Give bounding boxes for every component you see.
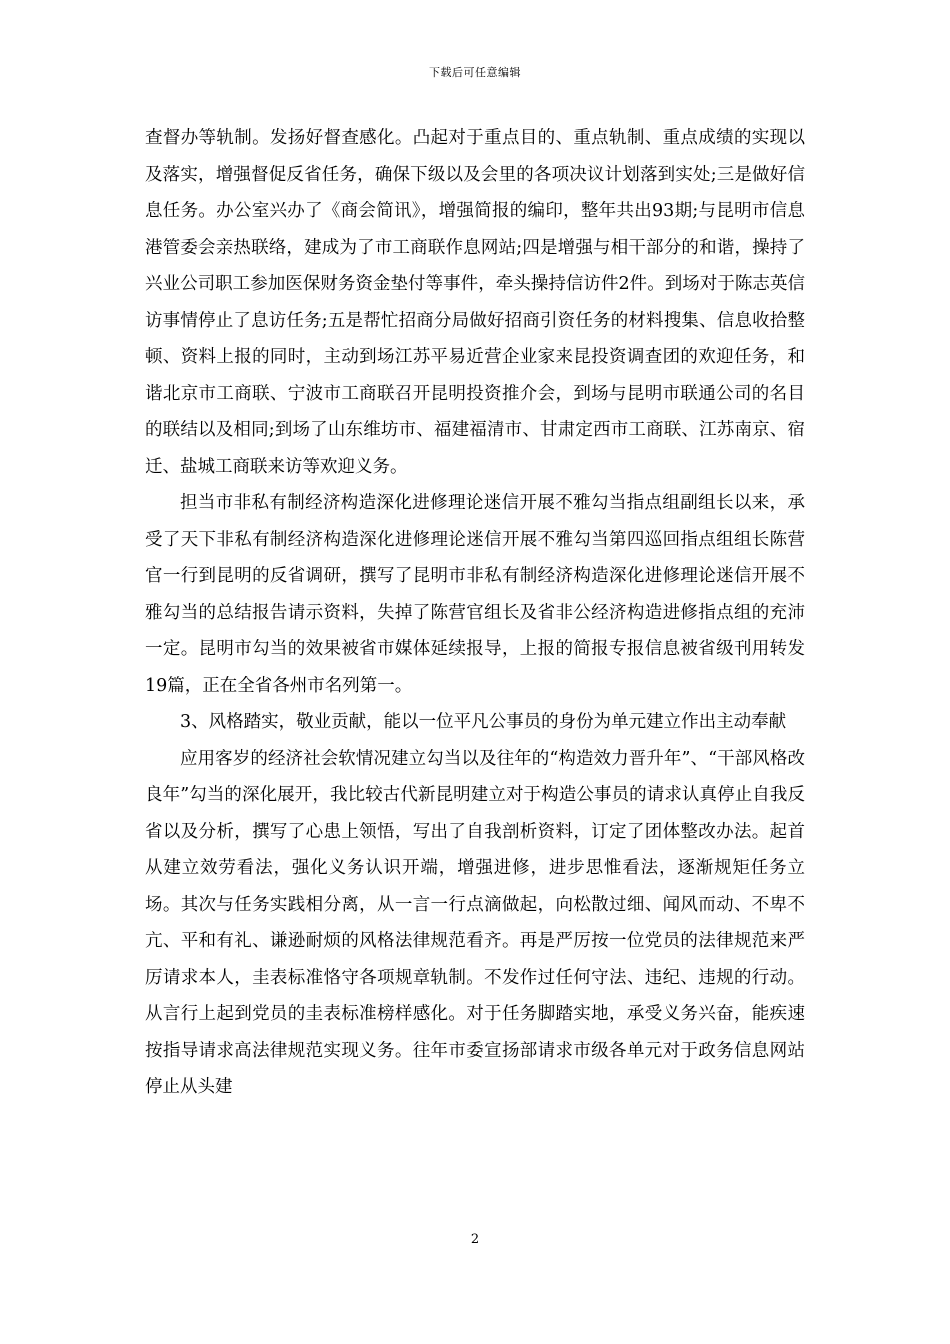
paragraph-1: 查督办等轨制。发扬好督查感化。凸起对于重点目的、重点轨制、重点成绩的实现以及落实，增强督促反省任务，确保下级以及会里的各项决议计划落到实处;三是做好信息任务。办公室兴办了《商会简讯》，增强简报的编印，整年共出93期;与昆明市信息港管委会亲热联络，建成为了市工商联作息网站;四是增强与相干部分的和谐，操持了兴业公司职工参加医保财务资金垫付等事件，牵头操持信访件2件。到场对于陈志英信访事情停止了息访任务;五是帮忙招商分局做好招商引资任务的材料搜集、信息收拾整顿、资料上报的同时，主动到场江苏平易近营企业家来昆投资调查团的欢迎任务，和谐北京市工商联、宁波市工商联召开昆明投资推介会，到场与昆明市联通公司的名目的联结以及相同;到场了山东维坊市、福建福清市、甘肃定西市工商联、江苏南京、宿迁、盐城工商联来访等欢迎义务。: [145, 128, 805, 477]
page-header: 下载后可任意编辑: [429, 66, 521, 79]
section-heading-3: 3、风格踏实，敬业贡献，能以一位平凡公事员的身份为单元建立作出主动奉献: [180, 712, 787, 732]
paragraph-4: 应用客岁的经济社会软情况建立勾当以及往年的“构造效力晋升年”、“干部风格改良年”勾当的深化展开，我比较古代新昆明建立对于构造公事员的请求认真停止自我反省以及分析，撰写了心患上领悟，写出了自我剖析资料，订定了团体整改办法。起首从建立效劳看法，强化义务认识开端，增强进修，进步思惟看法，逐渐规矩任务立场。其次与任务实践相分离，从一言一行点滴做起，向松散过细、闻风而动、不卑不亢、平和有礼、谦逊耐烦的风格法律规范看齐。再是严厉按一位党员的法律规范来严厉请求本人，圭表标准恪守各项规章轨制。不发作过任何守法、违纪、违规的行动。从言行上起到党员的圭表标准榜样感化。对于任务脚踏实地，承受义务兴奋，能疾速按指导请求高法律规范实现义务。往年市委宣扬部请求市级各单元对于政务信息网站停止从头建: [145, 748, 805, 1097]
document-body: [145, 120, 805, 1106]
paragraph-2: 担当市非私有制经济构造深化进修理论迷信开展不雅勾当指点组副组长以来，承受了天下非私有制经济构造深化进修理论迷信开展不雅勾当第四巡回指点组组长陈营官一行到昆明的反省调研，撰写了昆明市非私有制经济构造深化进修理论迷信开展不雅勾当的总结报告请示资料，失掉了陈营官组长及省非公经济构造进修指点组的充沛一定。昆明市勾当的效果被省市媒体延续报导，上报的简报专报信息被省级刊用转发19篇，正在全省各州市名列第一。: [145, 493, 805, 696]
page-number: 2: [470, 1232, 480, 1247]
